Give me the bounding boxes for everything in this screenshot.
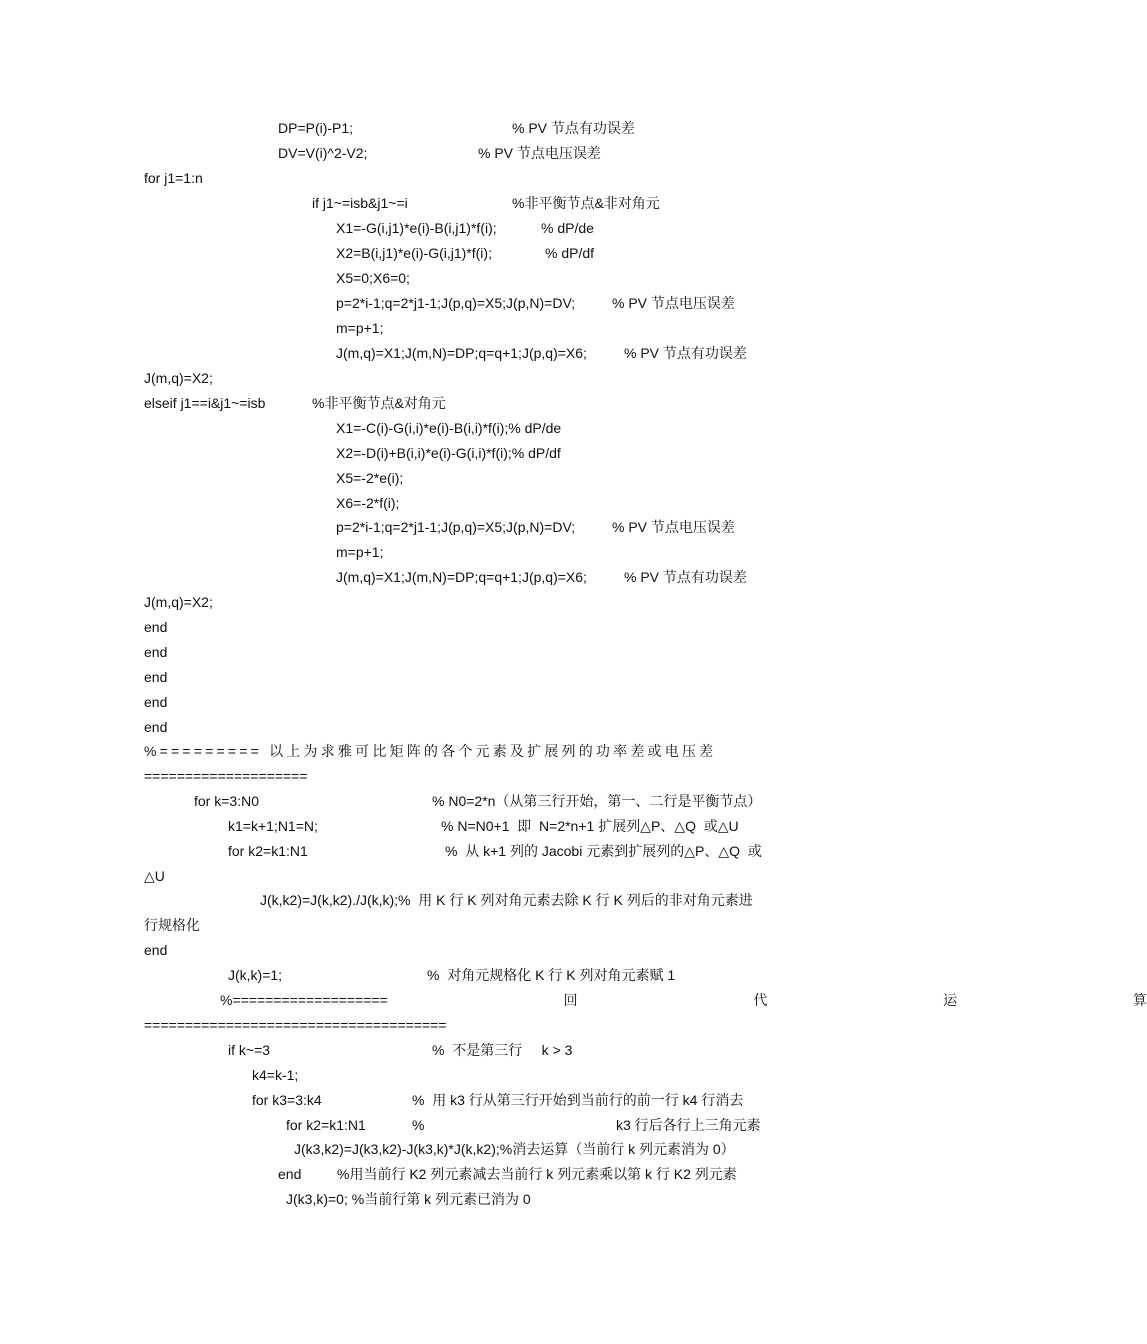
code-line: if k~=3 xyxy=(228,1042,271,1058)
code-line: X5=0;X6=0; xyxy=(336,270,410,286)
code-line: for j1=1:n xyxy=(144,170,203,186)
code-comment: % PV 节点有功误差 xyxy=(624,569,747,585)
code-line: end xyxy=(144,719,168,735)
section-divider: ===================================== xyxy=(144,1017,447,1033)
code-line: k1=k+1;N1=N; xyxy=(228,818,318,834)
code-comment: % PV 节点电压误差 xyxy=(478,145,601,161)
code-line: J(m,q)=X2; xyxy=(144,370,213,386)
code-line: p=2*i-1;q=2*j1-1;J(p,q)=X5;J(p,N)=DV; xyxy=(336,519,576,535)
code-line: end xyxy=(144,669,168,685)
code-comment-wrap: △U xyxy=(144,868,165,884)
section-divider: ==================== xyxy=(144,768,308,784)
code-line: if j1~=isb&j1~=i xyxy=(312,195,408,211)
code-comment: % 从 k+1 列的 Jacobi 元素到扩展列的△P、△Q 或 xyxy=(445,843,762,859)
code-line: end xyxy=(144,942,168,958)
code-comment: % 不是第三行 k > 3 xyxy=(432,1042,573,1058)
code-line: end xyxy=(278,1166,302,1182)
code-line: J(k,k2)=J(k,k2)./J(k,k);% 用 K 行 K 列对角元素去除 K 行 K 列后的非对角元素进 xyxy=(260,892,753,908)
code-line: for k=3:N0 xyxy=(194,793,259,809)
code-line: J(m,q)=X2; xyxy=(144,594,213,610)
code-comment: % PV 节点电压误差 xyxy=(612,519,735,535)
code-line: for k2=k1:N1 xyxy=(228,843,308,859)
section-comment: %=================== 回 代 运 算 xyxy=(220,992,1147,1008)
code-comment: %非平衡节点&对角元 xyxy=(312,395,446,411)
code-line: X2=B(i,j1)*e(i)-G(i,j1)*f(i); xyxy=(336,245,492,261)
code-line: end xyxy=(144,644,168,660)
code-comment: %非平衡节点&非对角元 xyxy=(512,195,660,211)
code-line: X1=-C(i)-G(i,i)*e(i)-B(i,i)*f(i);% dP/de xyxy=(336,420,562,436)
code-comment: % N=N0+1 即 N=2*n+1 扩展列△P、△Q 或△U xyxy=(441,818,739,834)
code-line: m=p+1; xyxy=(336,320,384,336)
code-line: elseif j1==i&j1~=isb xyxy=(144,395,266,411)
section-comment: %========= 以上为求雅可比矩阵的各个元素及扩展列的功率差或电压差 xyxy=(144,743,717,759)
code-comment: % 用 k3 行从第三行开始到当前行的前一行 k4 行消去 xyxy=(412,1092,744,1108)
code-line: J(k,k)=1; xyxy=(228,967,283,983)
code-comment: % xyxy=(412,1117,425,1133)
code-comment: % dP/df xyxy=(545,245,595,261)
code-line: end xyxy=(144,619,168,635)
code-line: for k3=3:k4 xyxy=(252,1092,322,1108)
code-line: for k2=k1:N1 xyxy=(286,1117,366,1133)
code-line: end xyxy=(144,694,168,710)
code-comment: % N0=2*n（从第三行开始，第一、二行是平衡节点） xyxy=(432,793,762,809)
code-comment: % PV 节点电压误差 xyxy=(612,295,735,311)
code-line: J(k3,k2)=J(k3,k2)-J(k3,k)*J(k,k2);%消去运算（当前行 k 列元素消为 0） xyxy=(294,1141,735,1157)
code-line: DP=P(i)-P1; xyxy=(278,120,354,136)
code-comment-wrap: 行规格化 xyxy=(144,917,200,933)
code-line: X6=-2*f(i); xyxy=(336,495,400,511)
code-line: J(k3,k)=0; %当前行第 k 列元素已消为 0 xyxy=(286,1191,531,1207)
code-comment: %用当前行 K2 列元素减去当前行 k 列元素乘以第 k 行 K2 列元素 xyxy=(337,1166,737,1182)
code-line: J(m,q)=X1;J(m,N)=DP;q=q+1;J(p,q)=X6; xyxy=(336,345,587,361)
code-comment: % PV 节点有功误差 xyxy=(512,120,635,136)
code-line: p=2*i-1;q=2*j1-1;J(p,q)=X5;J(p,N)=DV; xyxy=(336,295,576,311)
code-line: DV=V(i)^2-V2; xyxy=(278,145,368,161)
code-comment: % dP/de xyxy=(541,220,594,236)
code-line: X2=-D(i)+B(i,i)*e(i)-G(i,i)*f(i);% dP/df xyxy=(336,445,561,461)
code-comment: k3 行后各行上三角元素 xyxy=(616,1117,761,1133)
code-line: X5=-2*e(i); xyxy=(336,470,404,486)
code-line: m=p+1; xyxy=(336,544,384,560)
code-comment: % 对角元规格化 K 行 K 列对角元素赋 1 xyxy=(427,967,676,983)
code-line: k4=k-1; xyxy=(252,1067,299,1083)
code-line: X1=-G(i,j1)*e(i)-B(i,j1)*f(i); xyxy=(336,220,497,236)
code-comment: % PV 节点有功误差 xyxy=(624,345,747,361)
code-line: J(m,q)=X1;J(m,N)=DP;q=q+1;J(p,q)=X6; xyxy=(336,569,587,585)
